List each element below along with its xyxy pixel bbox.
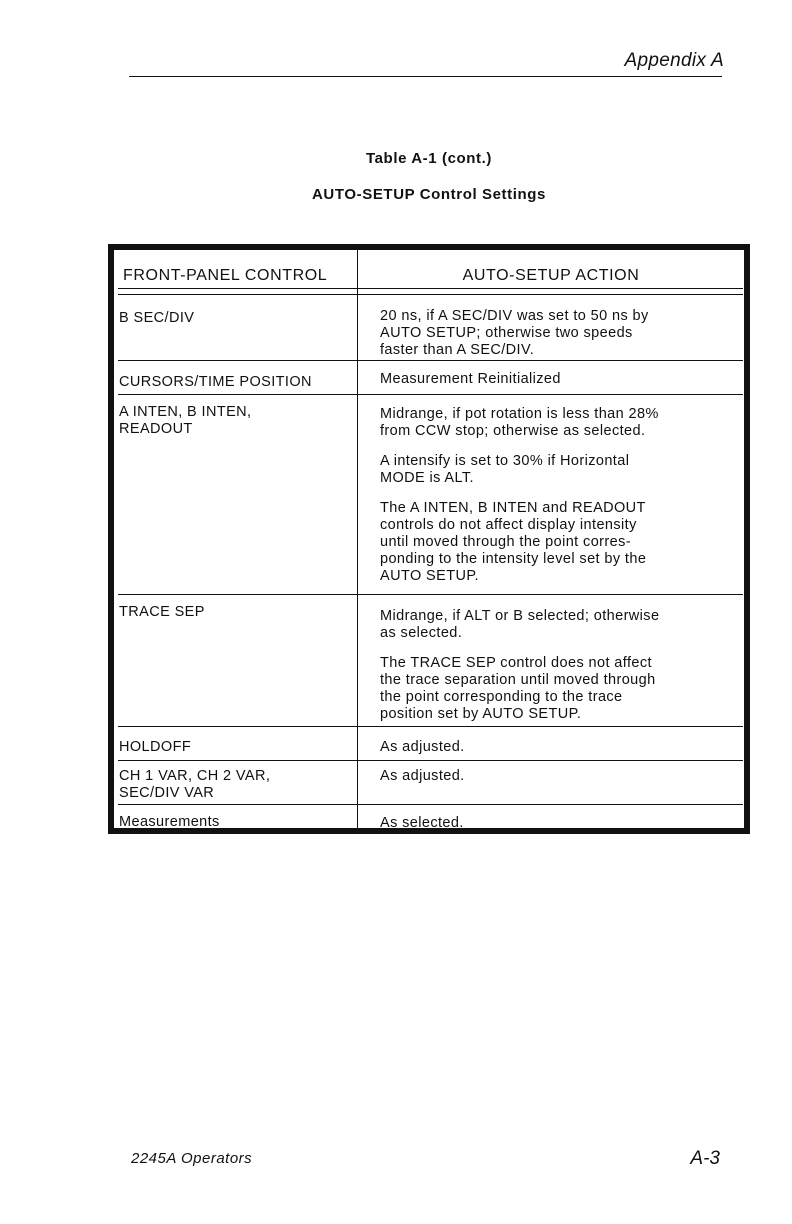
row-action-trace-sep [380, 608, 738, 723]
control-line: B SEC/DIV [119, 310, 195, 326]
row-control-cursors-time-position [119, 374, 354, 391]
footer-page-number: A-3 [690, 1148, 720, 1169]
action-paragraph [380, 308, 738, 359]
control-line: A INTEN, B INTEN, [119, 404, 252, 420]
control-line: TRACE SEP [119, 604, 205, 620]
column-divider [357, 250, 358, 828]
row-action-holdoff [380, 739, 738, 756]
action-line: position set by AUTO SETUP. [380, 706, 582, 722]
action-line: The TRACE SEP control does not affect [380, 655, 652, 671]
table-caption-number: Table A-1 (cont.) [365, 150, 493, 167]
action-line: The A INTEN, B INTEN and READOUT [380, 500, 646, 516]
header-front-panel-control: FRONT-PANEL CONTROL [123, 267, 328, 284]
action-line: MODE is ALT. [380, 470, 474, 486]
action-line: the trace separation until moved through [380, 672, 656, 688]
action-line: faster than A SEC/DIV. [380, 342, 535, 358]
row-divider [118, 360, 743, 361]
row-control-holdoff [119, 739, 354, 756]
control-line: CH 1 VAR, CH 2 VAR, [119, 768, 271, 784]
row-divider [118, 760, 743, 761]
row-control-intensity-readout [119, 404, 354, 438]
row-divider [118, 394, 743, 395]
action-paragraph [380, 739, 738, 756]
row-action-intensity-readout [380, 406, 738, 585]
action-line: controls do not affect display intensity [380, 517, 637, 533]
row-action-b-sec-div [380, 308, 738, 359]
row-divider [118, 726, 743, 727]
action-paragraph [380, 453, 738, 487]
page-header-title: Appendix A [624, 50, 724, 71]
row-control-var [119, 768, 354, 802]
action-line: ponding to the intensity level set by the [380, 551, 647, 567]
action-paragraph [380, 768, 738, 785]
action-line: as selected. [380, 625, 463, 641]
action-line: until moved through the point corres- [380, 534, 631, 550]
action-line: Midrange, if ALT or B selected; otherwise [380, 608, 660, 624]
row-action-cursors-time-position [380, 371, 738, 388]
row-action-measurements [380, 815, 738, 832]
action-line: AUTO SETUP. [380, 568, 479, 584]
action-paragraph [380, 655, 738, 723]
row-control-measurements [119, 814, 354, 831]
control-line: HOLDOFF [119, 739, 192, 755]
row-control-b-sec-div [119, 310, 354, 327]
control-line: CURSORS/TIME POSITION [119, 374, 312, 390]
action-paragraph [380, 406, 738, 440]
settings-table [108, 244, 750, 834]
action-line: As selected. [380, 815, 464, 831]
table-caption-title: AUTO-SETUP Control Settings [312, 186, 546, 203]
header-rule-top [118, 288, 743, 289]
action-line: from CCW stop; otherwise as selected. [380, 423, 646, 439]
header-rule-bottom [118, 294, 743, 295]
action-paragraph [380, 371, 738, 388]
action-paragraph [380, 500, 738, 585]
row-divider [118, 594, 743, 595]
control-line: READOUT [119, 421, 193, 437]
control-line: Measurements [119, 814, 220, 830]
footer-manual-title: 2245A Operators [131, 1150, 253, 1167]
action-line: A intensify is set to 30% if Horizontal [380, 453, 630, 469]
action-line: Measurement Reinitialized [380, 371, 561, 387]
row-divider [118, 804, 743, 805]
action-line: the point corresponding to the trace [380, 689, 623, 705]
row-action-var [380, 768, 738, 785]
action-line: As adjusted. [380, 768, 465, 784]
control-line: SEC/DIV VAR [119, 785, 215, 801]
action-paragraph [380, 815, 738, 832]
header-auto-setup-action: AUTO-SETUP ACTION [462, 267, 640, 284]
action-line: 20 ns, if A SEC/DIV was set to 50 ns by [380, 308, 649, 324]
row-control-trace-sep [119, 604, 354, 621]
action-paragraph [380, 608, 738, 642]
action-line: Midrange, if pot rotation is less than 28% [380, 406, 659, 422]
header-rule [129, 76, 722, 77]
action-line: AUTO SETUP; otherwise two speeds [380, 325, 633, 341]
action-line: As adjusted. [380, 739, 465, 755]
